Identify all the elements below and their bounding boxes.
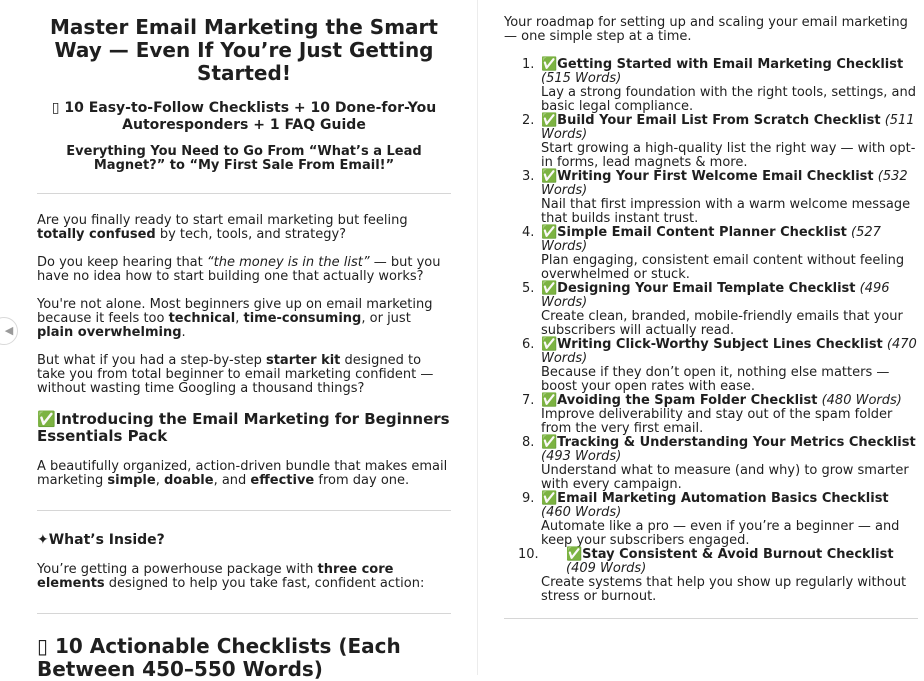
item-description: Improve deliverability and stay out of the spam folder from the very first email. <box>541 407 893 436</box>
item-title-line <box>541 548 918 576</box>
checklist-item <box>504 492 918 548</box>
item-number: 9. <box>522 491 535 506</box>
item-title-line <box>541 58 918 86</box>
whats-inside-heading: ✦What’s Inside? <box>37 532 165 548</box>
paragraph-1: Are you finally ready to start email marketing but feeling totally confused by tech, tools, and strategy? <box>37 213 408 242</box>
item-description: Because if they don’t open it, nothing else matters — boost your open rates with ease. <box>541 365 890 394</box>
checklist-item <box>504 58 918 114</box>
item-description: Start growing a high-quality list the right way — with opt-in forms, lead magnets & more. <box>541 141 916 170</box>
item-number: 7. <box>522 393 535 408</box>
item-title: ✅Writing Click-Worthy Subject Lines Checklist <box>541 337 883 352</box>
item-title-line <box>541 282 918 310</box>
divider <box>37 613 451 614</box>
item-title-line <box>541 338 918 366</box>
item-title: ✅Email Marketing Automation Basics Checklist <box>541 491 889 506</box>
paragraph-3: You're not alone. Most beginners give up on email marketing because it feels too technical, time-consuming, or just plain overwhelming. <box>37 297 433 340</box>
checklist-item <box>504 114 918 170</box>
divider <box>37 193 451 194</box>
divider <box>504 618 918 619</box>
item-description: Plan engaging, consistent email content without feeling overwhelmed or stuck. <box>541 253 905 282</box>
item-number: 5. <box>522 281 535 296</box>
item-word-count: (496 Words) <box>541 281 890 310</box>
item-title-line <box>541 114 918 142</box>
paragraph-6: You’re getting a powerhouse package with three core elements designed to help you take fast, confident action: <box>37 562 425 591</box>
checklists-heading: ▯ 10 Actionable Checklists (Each Between 450–550 Words) <box>37 634 401 681</box>
item-number: 3. <box>522 169 535 184</box>
subtitle: ▯ 10 Easy-to-Follow Checklists + 10 Done-for-You Autoresponders + 1 FAQ Guide <box>51 100 437 133</box>
item-title-line <box>541 394 918 408</box>
item-title: ✅Writing Your First Welcome Email Checklist <box>541 169 874 184</box>
item-title: ✅Stay Consistent & Avoid Burnout Checklist <box>566 547 894 562</box>
intro-heading: ✅Introducing the Email Marketing for Beginners Essentials Pack <box>37 410 450 445</box>
checklist-item <box>504 394 918 436</box>
checklist-list <box>504 58 918 604</box>
item-word-count: (470 Words) <box>541 337 917 366</box>
item-description: Automate like a pro — even if you’re a beginner — and keep your subscribers engaged. <box>541 519 900 548</box>
chevron-left-icon: ◀ <box>4 324 14 337</box>
item-word-count: (460 Words) <box>541 505 622 520</box>
left-column <box>37 16 451 681</box>
item-number: 10. <box>518 547 539 562</box>
item-description: Create systems that help you show up regularly without stress or burnout. <box>541 575 907 604</box>
item-word-count: (532 Words) <box>541 169 908 198</box>
item-title: ✅Avoiding the Spam Folder Checklist <box>541 393 818 408</box>
item-title-line <box>541 226 918 254</box>
checklist-item <box>504 170 918 226</box>
item-number: 4. <box>522 225 535 240</box>
checklist-item <box>504 338 918 394</box>
checklist-item <box>504 282 918 338</box>
item-word-count: (527 Words) <box>541 225 881 254</box>
item-description: Lay a strong foundation with the right tools, settings, and basic legal compliance. <box>541 85 916 114</box>
column-divider <box>477 0 478 675</box>
paragraph-2: Do you keep hearing that “the money is in the list” — but you have no idea how to start building one that actually works? <box>37 255 441 284</box>
item-title: ✅Simple Email Content Planner Checklist <box>541 225 847 240</box>
checklist-item <box>504 548 918 604</box>
item-title: ✅Getting Started with Email Marketing Checklist <box>541 57 904 72</box>
page-title: Master Email Marketing the Smart Way — Even If You’re Just Getting Started! <box>50 15 438 85</box>
item-number: 8. <box>522 435 535 450</box>
item-description: Nail that first impression with a warm welcome message that builds instant trust. <box>541 197 911 226</box>
item-title: ✅Designing Your Email Template Checklist <box>541 281 856 296</box>
checklist-item <box>504 226 918 282</box>
item-title-line <box>541 170 918 198</box>
item-word-count: (480 Words) <box>821 393 902 408</box>
item-word-count: (511 Words) <box>541 113 915 142</box>
item-description: Understand what to measure (and why) to grow smarter with every campaign. <box>541 463 909 492</box>
checklist-item <box>504 436 918 492</box>
item-number: 2. <box>522 113 535 128</box>
paragraph-5: A beautifully organized, action-driven bundle that makes email marketing simple, doable, and effective from day one. <box>37 459 448 488</box>
item-title: ✅Tracking & Understanding Your Metrics Checklist <box>541 435 916 450</box>
collapse-left-handle[interactable] <box>0 317 18 345</box>
item-title: ✅Build Your Email List From Scratch Checklist <box>541 113 881 128</box>
divider <box>37 510 451 511</box>
item-word-count: (493 Words) <box>541 449 622 464</box>
item-number: 6. <box>522 337 535 352</box>
item-title-line <box>541 436 918 464</box>
item-word-count: (515 Words) <box>541 71 622 86</box>
item-word-count: (409 Words) <box>566 561 647 576</box>
item-description: Create clean, branded, mobile-friendly emails that your subscribers will actually read. <box>541 309 903 338</box>
paragraph-4: But what if you had a step-by-step starter kit designed to take you from total beginner to email marketing confident — without wasting time Googling a thousand things? <box>37 353 434 396</box>
item-number: 1. <box>522 57 535 72</box>
right-column <box>504 16 918 619</box>
item-title-line <box>541 492 918 520</box>
tagline: Everything You Need to Go From “What’s a Lead Magnet?” to “My First Sale From Email!” <box>66 144 422 173</box>
roadmap-intro: Your roadmap for setting up and scaling your email marketing — one simple step at a time. <box>504 15 908 44</box>
